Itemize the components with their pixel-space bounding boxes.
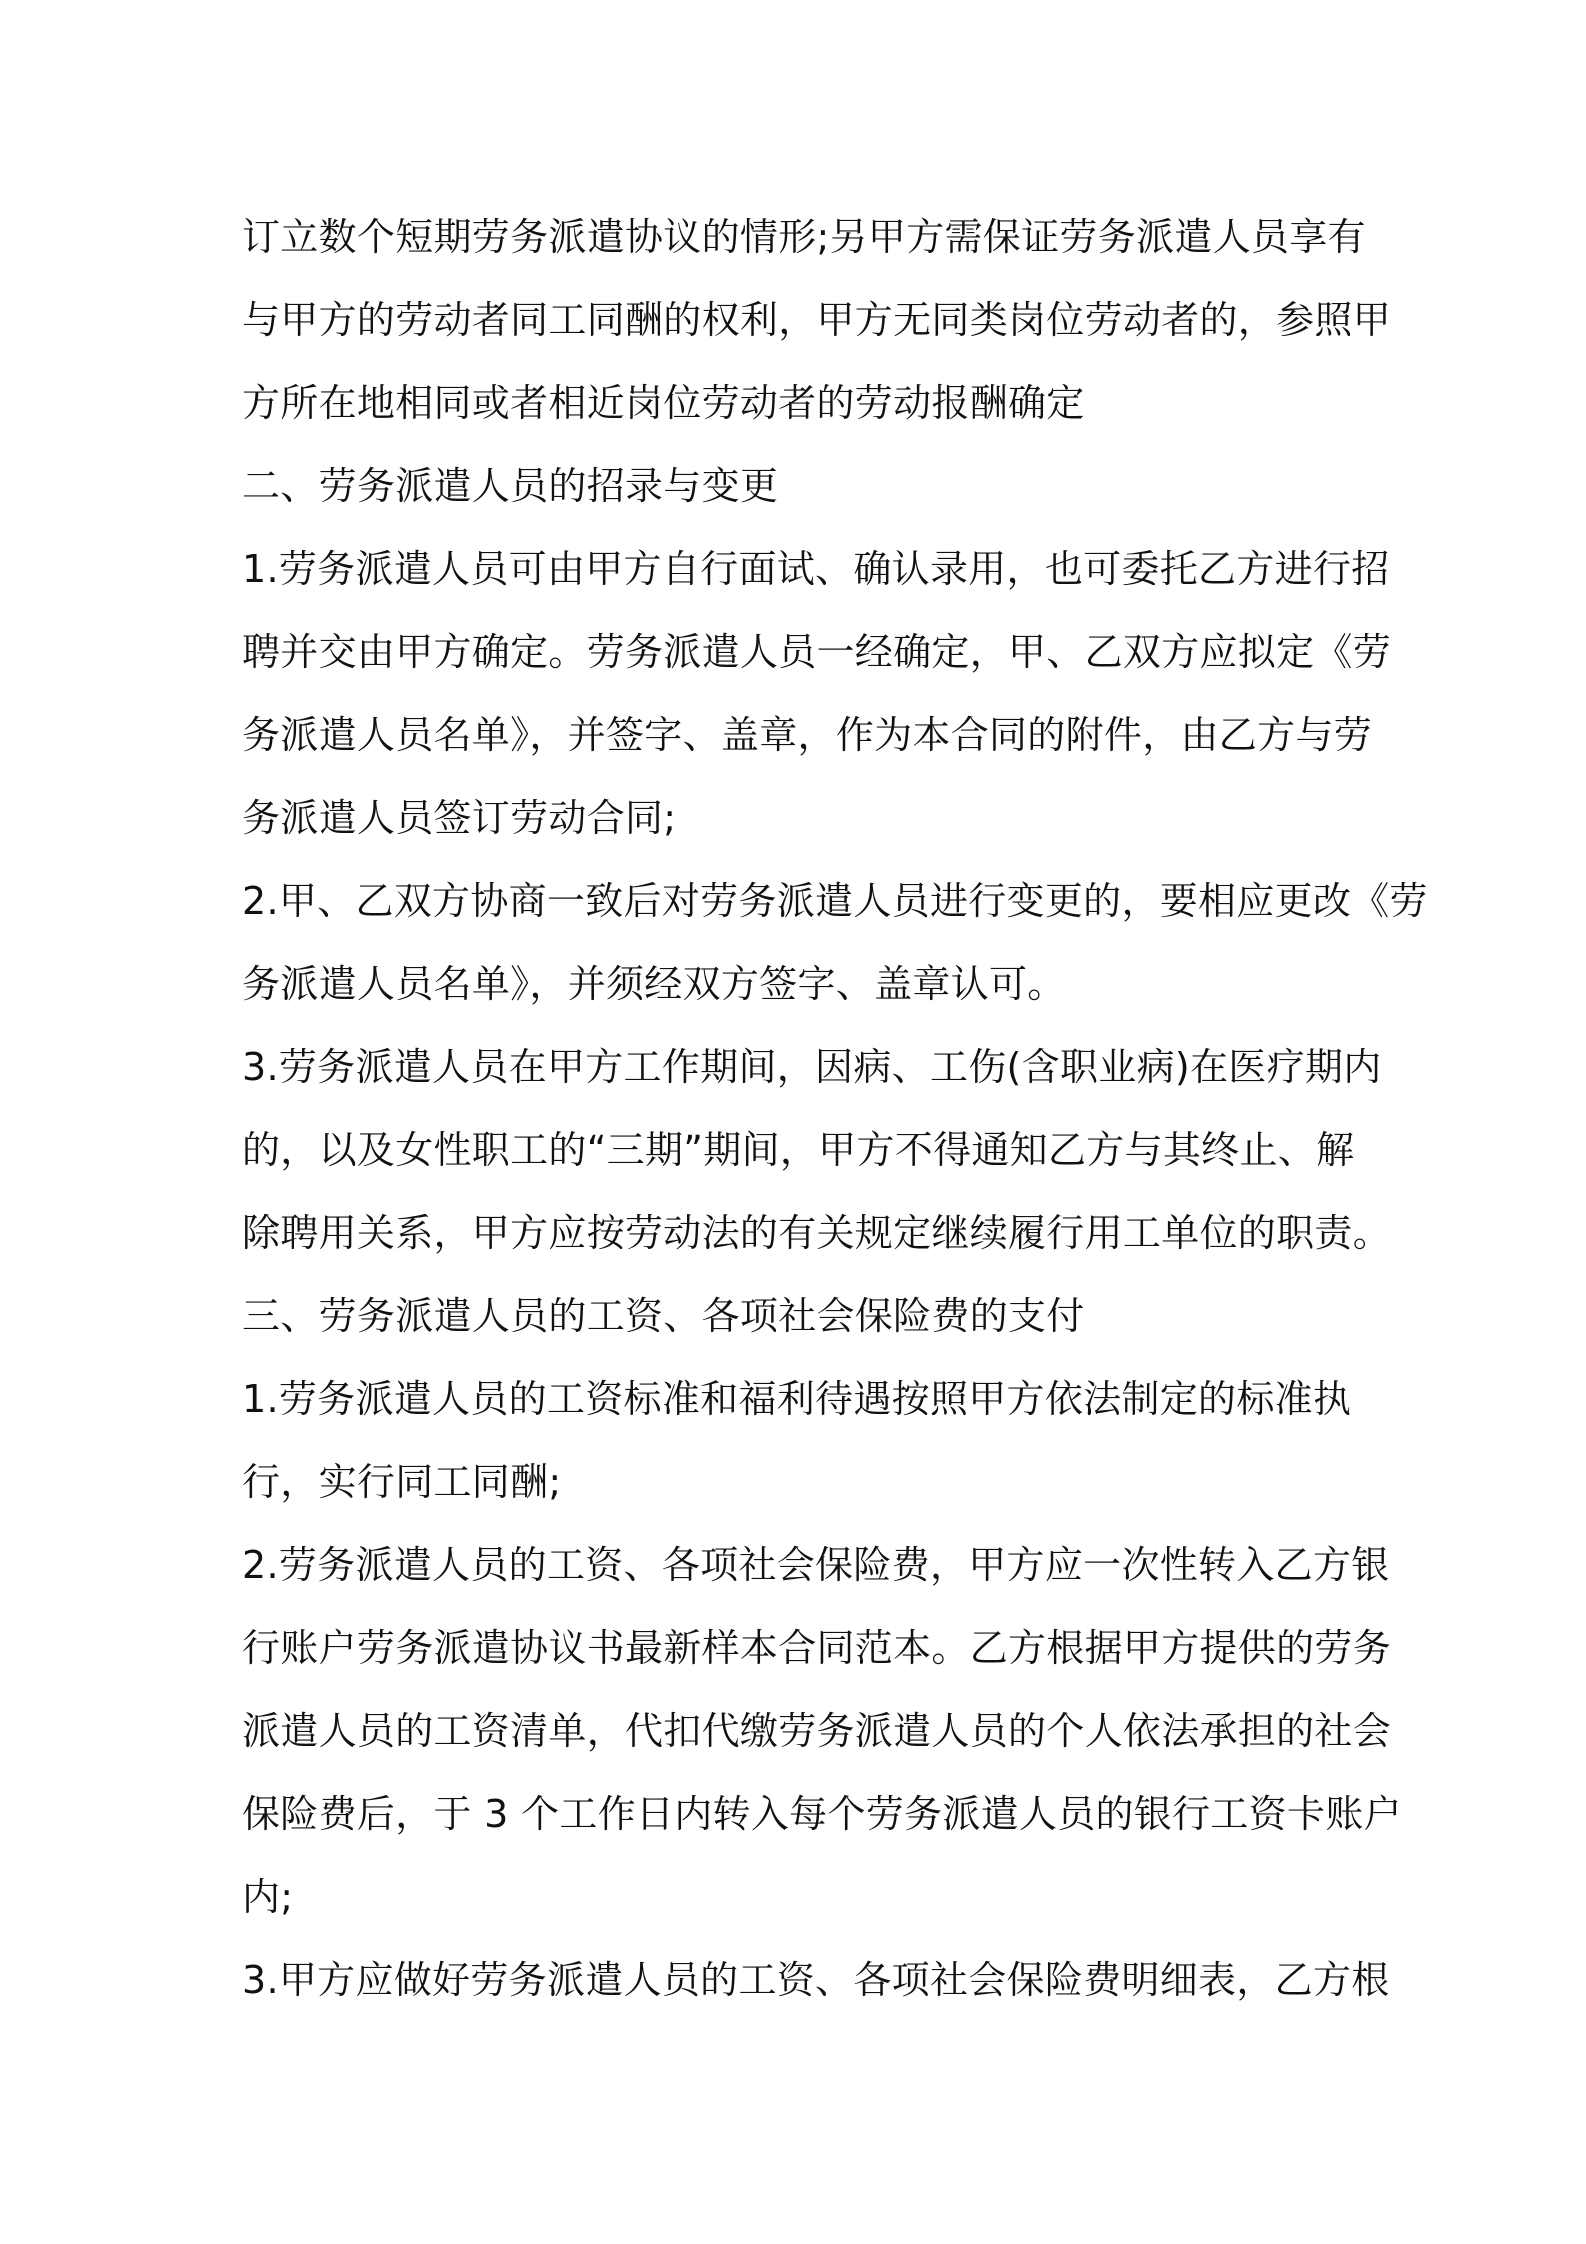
text-line: 3.劳务派遣人员在甲方工作期间，因病、工伤(含职业病)在医疗期内 xyxy=(242,1045,1382,1089)
text-line: 方所在地相同或者相近岗位劳动者的劳动报酬确定 xyxy=(242,381,1085,425)
text-line: 除聘用关系，甲方应按劳动法的有关规定继续履行用工单位的职责。 xyxy=(242,1211,1392,1255)
text-line: 订立数个短期劳务派遣协议的情形;另甲方需保证劳务派遣人员享有 xyxy=(242,215,1366,259)
text-line: 2.甲、乙双方协商一致后对劳务派遣人员进行变更的，要相应更改《劳 xyxy=(242,879,1428,923)
text-line: 行账户劳务派遣协议书最新样本合同范本。乙方根据甲方提供的劳务 xyxy=(242,1626,1392,1670)
text-line: 保险费后，于 3 个工作日内转入每个劳务派遣人员的银行工资卡账户 xyxy=(242,1792,1402,1836)
text-line: 务派遣人员签订劳动合同; xyxy=(242,796,677,840)
text-line: 内; xyxy=(242,1875,294,1919)
section-heading: 三、劳务派遣人员的工资、各项社会保险费的支付 xyxy=(242,1294,1085,1338)
text-line: 与甲方的劳动者同工同酬的权利，甲方无同类岗位劳动者的，参照甲 xyxy=(242,298,1392,342)
text-line: 行，实行同工同酬; xyxy=(242,1460,562,1504)
text-line: 2.劳务派遣人员的工资、各项社会保险费，甲方应一次性转入乙方银 xyxy=(242,1543,1390,1587)
text-line: 聘并交由甲方确定。劳务派遣人员一经确定，甲、乙双方应拟定《劳 xyxy=(242,630,1392,674)
section-heading: 二、劳务派遣人员的招录与变更 xyxy=(242,464,779,508)
text-line: 1.劳务派遣人员可由甲方自行面试、确认录用，也可委托乙方进行招 xyxy=(242,547,1390,591)
document-body xyxy=(242,196,1428,2022)
text-line: 务派遣人员名单》，并须经双方签字、盖章认可。 xyxy=(242,962,1066,1006)
text-line: 3.甲方应做好劳务派遣人员的工资、各项社会保险费明细表，乙方根 xyxy=(242,1958,1390,2002)
text-line: 的，以及女性职工的“三期”期间，甲方不得通知乙方与其终止、解 xyxy=(242,1128,1355,1172)
text-line: 派遣人员的工资清单，代扣代缴劳务派遣人员的个人依法承担的社会 xyxy=(242,1709,1392,1753)
text-line: 1.劳务派遣人员的工资标准和福利待遇按照甲方依法制定的标准执 xyxy=(242,1377,1352,1421)
text-line: 务派遣人员名单》，并签字、盖章，作为本合同的附件，由乙方与劳 xyxy=(242,713,1373,757)
